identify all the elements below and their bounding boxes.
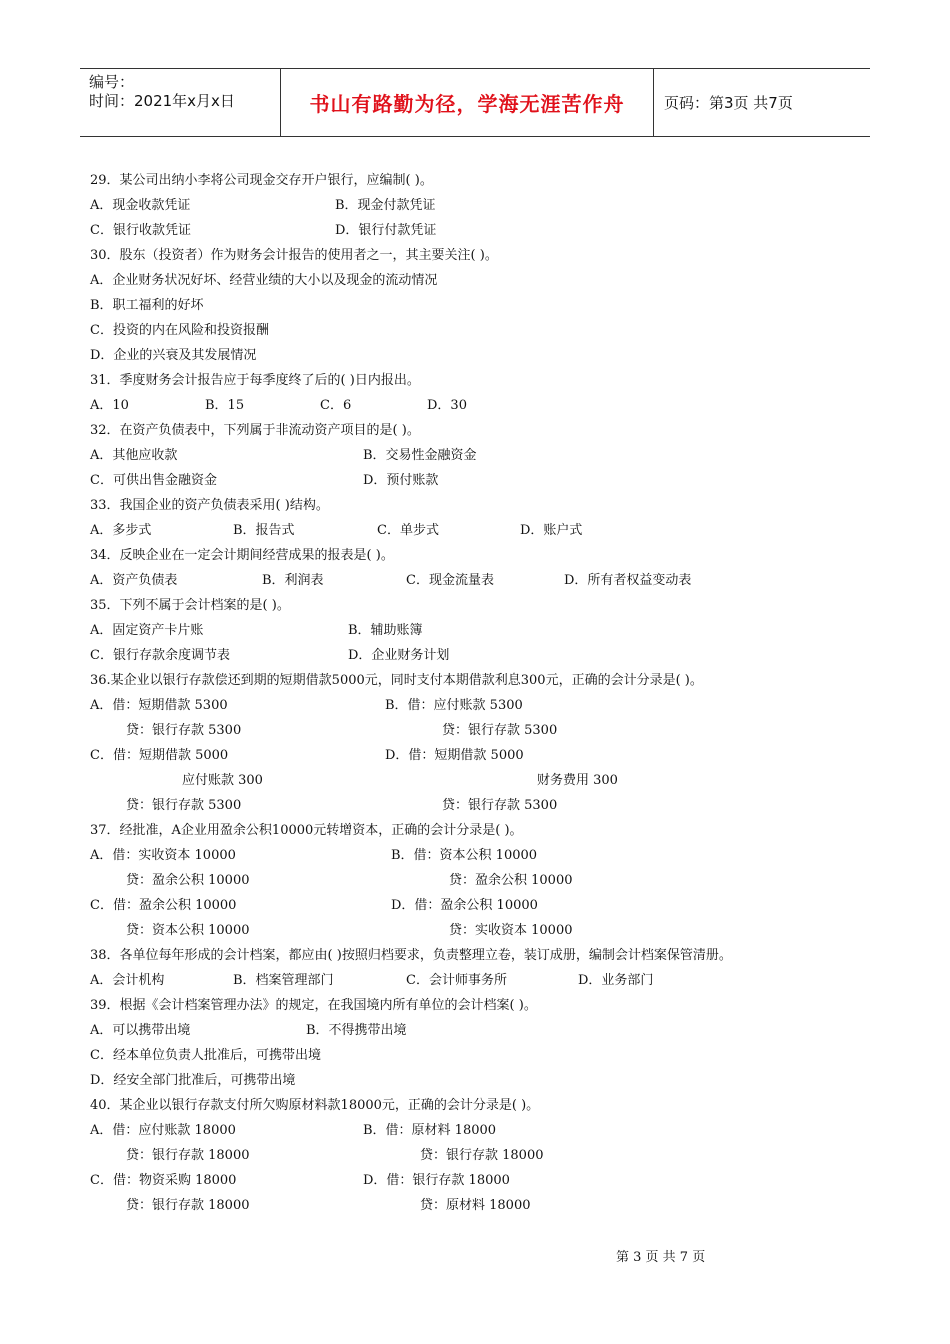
option-text: 贷：银行存款 18000	[420, 1148, 544, 1163]
option-text: A．多步式	[90, 523, 152, 538]
option-text: 应付账款 300	[182, 773, 263, 788]
option-row	[90, 343, 870, 368]
option-text: A．其他应收款	[90, 448, 178, 463]
question-stem: 30．股东（投资者）作为财务会计报告的使用者之一，其主要关注( )。	[90, 248, 498, 263]
option-text: B．15	[205, 398, 245, 413]
option-row	[90, 268, 870, 293]
option-text: 贷：银行存款 5300	[126, 723, 242, 738]
option-row	[90, 893, 870, 918]
option-text: 贷：银行存款 5300	[442, 723, 558, 738]
header-motto: 书山有路勤为径，学海无涯苦作舟	[309, 92, 625, 116]
option-row	[90, 743, 870, 768]
question-stem: 36.某企业以银行存款偿还到期的短期借款5000元，同时支付本期借款利息300元，正确的会计分录是( )。	[90, 673, 703, 688]
option-text: D．经安全部门批准后，可携带出境	[90, 1073, 296, 1088]
option-text: D．企业财务计划	[348, 648, 450, 663]
option-text: 贷：盈余公积 10000	[449, 873, 573, 888]
option-text: C．银行收款凭证	[90, 223, 191, 238]
option-text: D．银行付款凭证	[335, 223, 437, 238]
question-stem: 35．下列不属于会计档案的是( )。	[90, 598, 290, 613]
option-text: B．利润表	[262, 573, 324, 588]
option-row	[90, 968, 870, 993]
option-row	[90, 918, 870, 943]
question-list	[90, 168, 870, 1218]
option-row	[90, 1168, 870, 1193]
option-text: A．可以携带出境	[90, 1023, 191, 1038]
option-text: 贷：盈余公积 10000	[126, 873, 250, 888]
option-text: C．借：短期借款 5000	[90, 748, 229, 763]
option-text: B．职工福利的好坏	[90, 298, 204, 313]
option-row	[90, 643, 870, 668]
option-text: 贷：实收资本 10000	[449, 923, 573, 938]
option-text: B．档案管理部门	[233, 973, 334, 988]
question-stem: 38．各单位每年形成的会计档案，都应由( )按照归档要求，负责整理立卷，装订成册，编制会计档案保管清册。	[90, 948, 732, 963]
option-text: D．所有者权益变动表	[564, 573, 692, 588]
question-stem: 31．季度财务会计报告应于每季度终了后的( )日内报出。	[90, 373, 420, 388]
option-text: 贷：原材料 18000	[420, 1198, 531, 1213]
option-text: D．企业的兴衰及其发展情况	[90, 348, 257, 363]
option-text: C．单步式	[377, 523, 439, 538]
option-text: C．借：物资采购 18000	[90, 1173, 237, 1188]
option-row	[90, 218, 870, 243]
option-text: B．借：原材料 18000	[363, 1123, 497, 1138]
question-stem: 34．反映企业在一定会计期间经营成果的报表是( )。	[90, 548, 394, 563]
option-text: B．现金付款凭证	[335, 198, 436, 213]
document-date-label: 时间：2021年x月x日	[89, 92, 235, 110]
option-row	[90, 1143, 870, 1168]
option-text: A．资产负债表	[90, 573, 178, 588]
option-text: B．借：应付账款 5300	[385, 698, 523, 713]
option-text: A．固定资产卡片账	[90, 623, 204, 638]
question-stem: 32．在资产负债表中，下列属于非流动资产项目的是( )。	[90, 423, 420, 438]
option-row	[90, 1068, 870, 1093]
option-text: D．借：短期借款 5000	[385, 748, 524, 763]
option-text: C．借：盈余公积 10000	[90, 898, 237, 913]
option-row	[90, 193, 870, 218]
option-text: D．借：盈余公积 10000	[391, 898, 538, 913]
option-row	[90, 318, 870, 343]
option-row	[90, 393, 870, 418]
option-text: D．借：银行存款 18000	[363, 1173, 510, 1188]
option-text: C．可供出售金融资金	[90, 473, 217, 488]
option-text: 贷：银行存款 5300	[442, 798, 558, 813]
option-row	[90, 843, 870, 868]
header-page-label: 页码：第3页 共7页	[664, 94, 793, 112]
question-stem: 39．根据《会计档案管理办法》的规定，在我国境内所有单位的会计档案( )。	[90, 998, 537, 1013]
option-text: A．10	[90, 398, 129, 413]
option-text: B．借：资本公积 10000	[391, 848, 538, 863]
option-text: C．现金流量表	[406, 573, 494, 588]
option-text: 财务费用 300	[537, 773, 618, 788]
option-row	[90, 768, 870, 793]
option-row	[90, 443, 870, 468]
option-text: 贷：资本公积 10000	[126, 923, 250, 938]
header-motto-cell	[281, 69, 654, 136]
option-row	[90, 1193, 870, 1218]
option-text: 贷：银行存款 18000	[126, 1198, 250, 1213]
option-text: D．账户式	[520, 523, 583, 538]
option-text: B．报告式	[233, 523, 295, 538]
option-text: D．预付账款	[363, 473, 439, 488]
option-text: D．业务部门	[578, 973, 654, 988]
option-text: 贷：银行存款 5300	[126, 798, 242, 813]
option-text: B．交易性金融资金	[363, 448, 477, 463]
option-row	[90, 793, 870, 818]
question-stem: 29．某公司出纳小李将公司现金交存开户银行，应编制( )。	[90, 173, 433, 188]
option-text: C．经本单位负责人批准后，可携带出境	[90, 1048, 321, 1063]
option-text: A．会计机构	[90, 973, 165, 988]
option-row	[90, 718, 870, 743]
option-row	[90, 468, 870, 493]
header-page-cell	[654, 69, 870, 136]
option-row	[90, 618, 870, 643]
option-text: B．辅助账簿	[348, 623, 423, 638]
option-row	[90, 1118, 870, 1143]
option-row	[90, 568, 870, 593]
footer-page-number: 第 3 页 共 7 页	[616, 1250, 706, 1265]
question-stem: 37．经批准，A企业用盈余公积10000元转增资本，正确的会计分录是( )。	[90, 823, 523, 838]
page-header	[80, 68, 870, 137]
question-stem: 33．我国企业的资产负债表采用( )结构。	[90, 498, 329, 513]
option-row	[90, 1018, 870, 1043]
option-row	[90, 518, 870, 543]
option-text: B．不得携带出境	[306, 1023, 407, 1038]
option-text: 贷：银行存款 18000	[126, 1148, 250, 1163]
option-text: A．借：短期借款 5300	[90, 698, 228, 713]
option-text: D．30	[427, 398, 467, 413]
option-row	[90, 293, 870, 318]
option-text: A．借：实收资本 10000	[90, 848, 236, 863]
question-stem: 40．某企业以银行存款支付所欠购原材料款18000元，正确的会计分录是( )。	[90, 1098, 540, 1113]
option-text: C．6	[320, 398, 352, 413]
option-text: A．现金收款凭证	[90, 198, 191, 213]
option-row	[90, 693, 870, 718]
option-text: A．借：应付账款 18000	[90, 1123, 236, 1138]
option-row	[90, 868, 870, 893]
header-left-cell	[80, 69, 281, 136]
option-row	[90, 1043, 870, 1068]
option-text: C．投资的内在风险和投资报酬	[90, 323, 269, 338]
document-number-label: 编号：	[89, 73, 135, 91]
option-text: C．会计师事务所	[406, 973, 507, 988]
option-text: C．银行存款余度调节表	[90, 648, 230, 663]
option-text: A．企业财务状况好坏、经营业绩的大小以及现金的流动情况	[90, 273, 438, 288]
